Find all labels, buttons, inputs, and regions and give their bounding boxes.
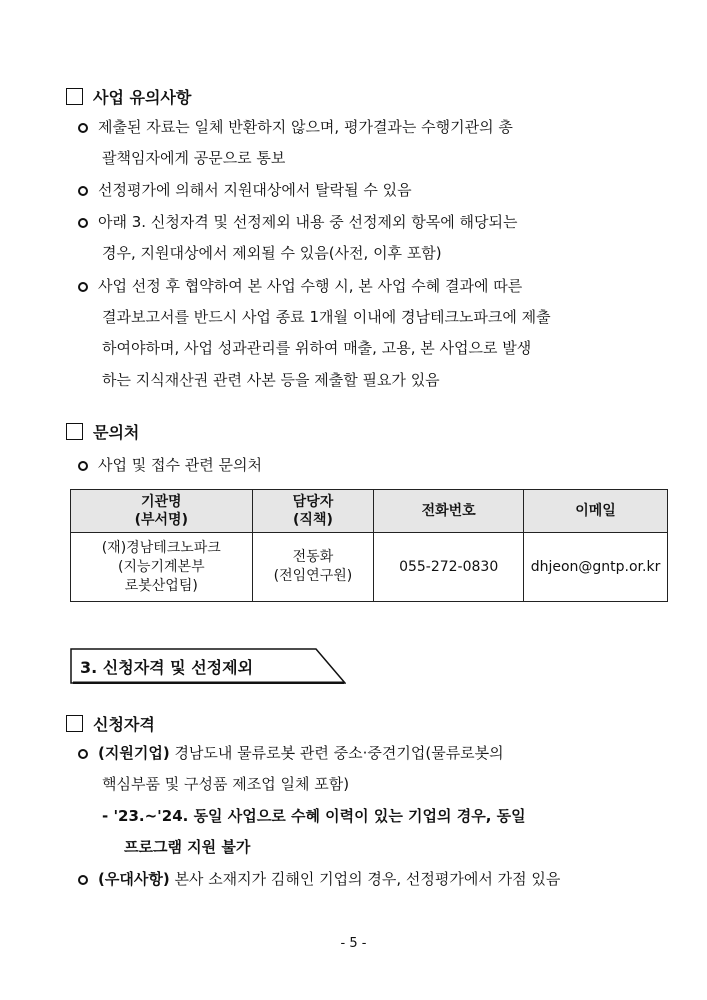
bullet-circle-icon [78,749,88,759]
eligibility-item-1: (지원기업) 경남도내 물류로봇 관련 중소·중견기업(물류로봇의 [78,742,504,764]
eligibility-item-2: (우대사항) 본사 소재지가 김해인 기업의 경우, 선정평가에서 가점 있음 [78,868,560,890]
contact-heading: 문의처 [66,420,139,443]
bullet-circle-icon [78,123,88,133]
notes-item-4-cont-3: 하는 지식재산권 관련 사본 등을 제출할 필요가 있음 [102,371,440,389]
bullet-circle-icon [78,282,88,292]
section-title: 3. 신청자격 및 선정제외 [70,648,346,684]
contact-table [70,489,668,602]
notes-item-1-cont: 괄책임자에게 공문으로 통보 [102,149,286,167]
eligibility-item-1-cont: 핵심부품 및 구성품 제조업 일체 포함) [102,775,350,793]
notes-item-2: 선정평가에 의해서 지원대상에서 탈락될 수 있음 [78,179,412,201]
notes-item-4-cont-2: 하여야하며, 사업 성과관리를 위하여 매출, 고용, 본 사업으로 발생 [102,339,532,357]
bullet-circle-icon [78,461,88,471]
bullet-circle-icon [78,875,88,885]
eligibility-heading: 신청자격 [66,712,155,735]
eligibility-sub-line-1: - '23.~'24. 동일 사업으로 수혜 이력이 있는 기업의 경우, 동일 [102,807,526,825]
checkbox-square-icon [66,715,83,732]
checkbox-square-icon [66,88,83,105]
header-email: 이메일 [524,490,668,533]
header-phone: 전화번호 [374,490,524,533]
notes-heading: 사업 유의사항 [66,85,191,108]
page-number: - 5 - [340,936,367,951]
contact-bullet: 사업 및 접수 관련 문의처 [78,454,262,476]
cell-org: (재)경남테크노파크 (지능기계본부 로봇산업팀) [71,533,253,602]
notes-item-3-cont: 경우, 지원대상에서 제외될 수 있음(사전, 이후 포함) [102,244,442,262]
table-header-row [71,490,668,533]
notes-item-4-cont-1: 결과보고서를 반드시 사업 종료 1개월 이내에 경남테크노파크에 제출 [102,308,551,326]
cell-email: dhjeon@gntp.or.kr [524,533,668,602]
checkbox-square-icon [66,423,83,440]
notes-item-1: 제출된 자료는 일체 반환하지 않으며, 평가결과는 수행기관의 총 [78,116,513,138]
header-person: 담당자 (직책) [252,490,374,533]
header-org: 기관명 (부서명) [71,490,253,533]
bullet-circle-icon [78,186,88,196]
cell-person: 전동화 (전임연구원) [252,533,374,602]
notes-item-4: 사업 선정 후 협약하여 본 사업 수행 시, 본 사업 수혜 결과에 따른 [78,275,522,297]
cell-phone: 055-272-0830 [374,533,524,602]
notes-item-3: 아래 3. 신청자격 및 선정제외 내용 중 선정제외 항목에 해당되는 [78,211,517,233]
eligibility-sub-line-2: 프로그램 지원 불가 [124,838,251,856]
table-row [71,533,668,602]
bullet-circle-icon [78,218,88,228]
